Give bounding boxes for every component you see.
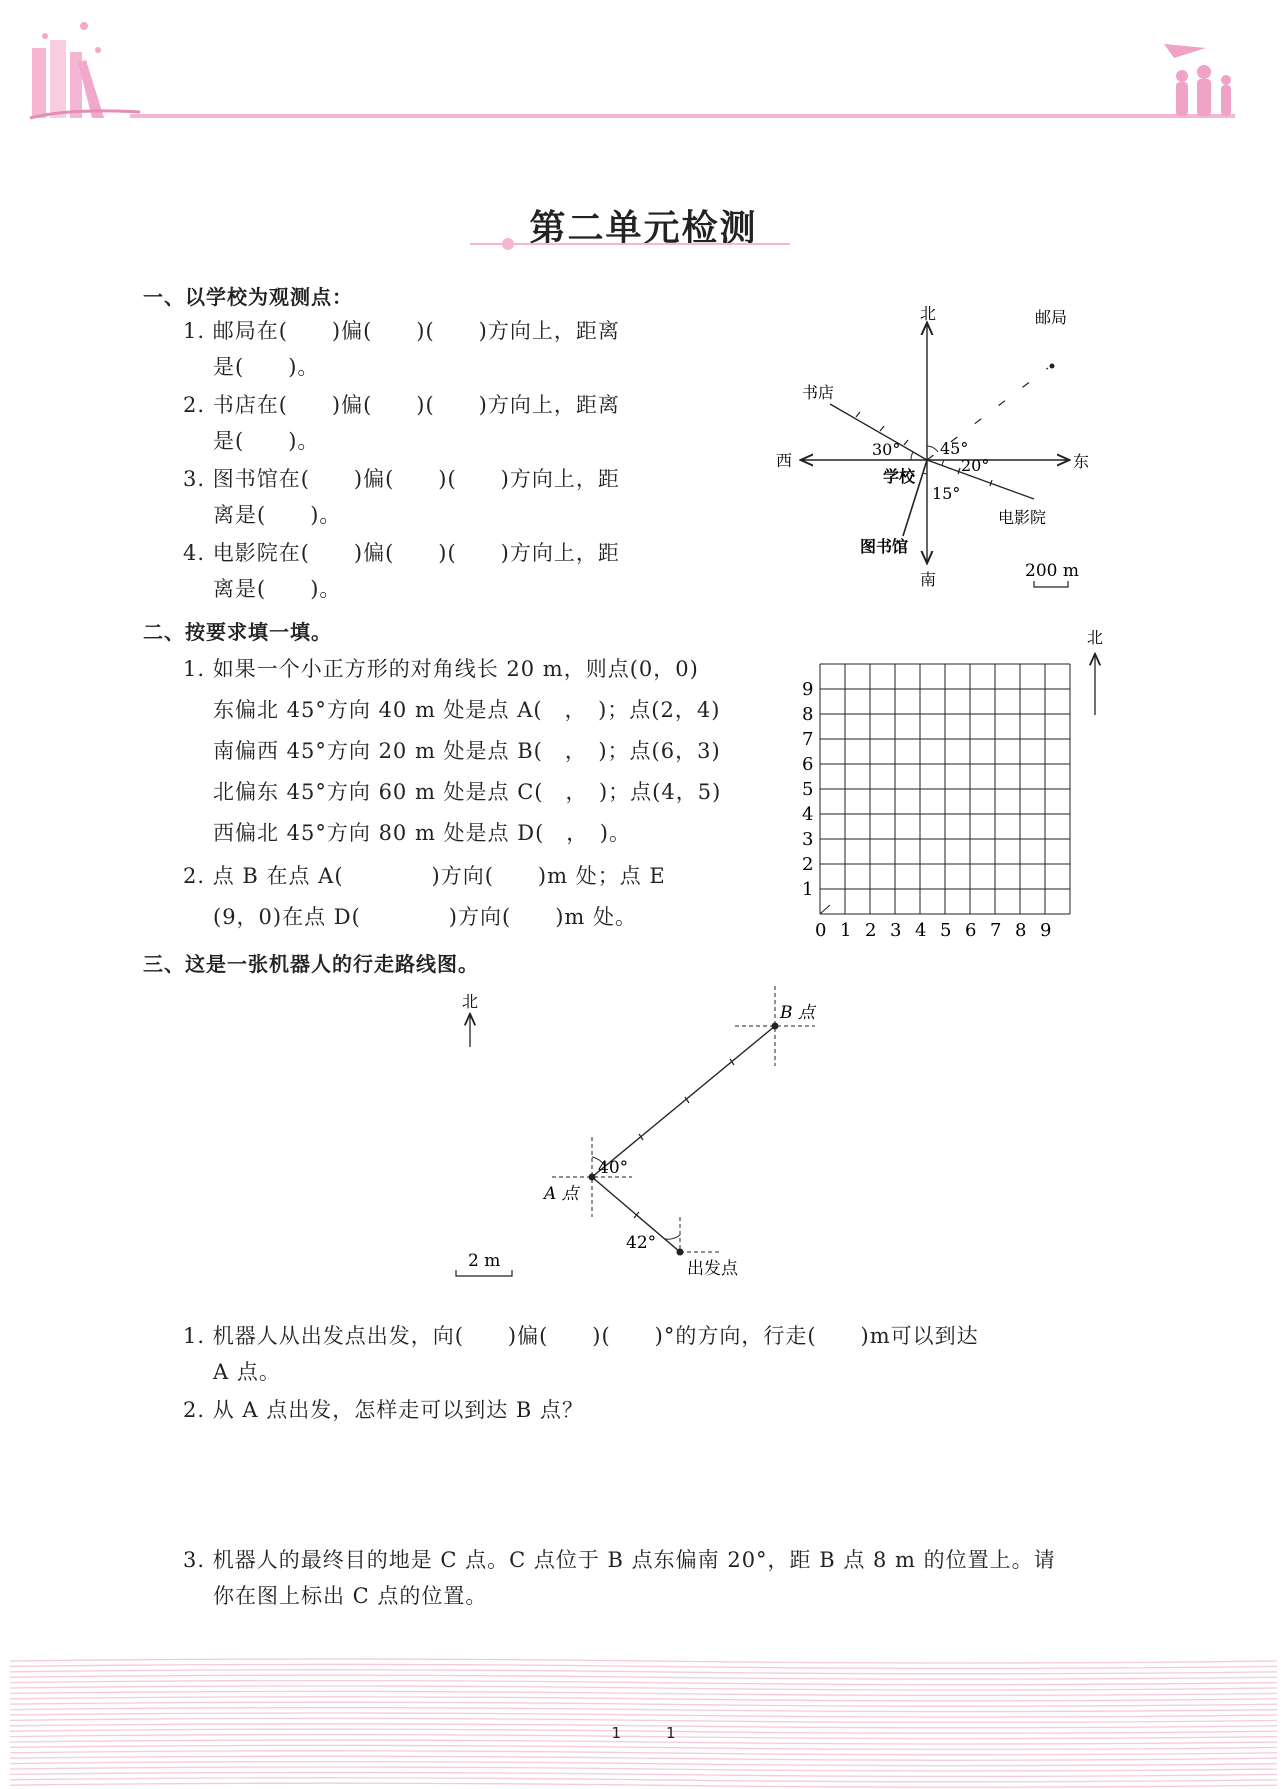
footer-stripe — [10, 1772, 1277, 1776]
grid-x-tick-label: 9 — [1040, 920, 1052, 941]
angle-42-label: 42° — [626, 1233, 657, 1253]
footer-stripe — [10, 1751, 1277, 1755]
footer-stripe — [10, 1762, 1277, 1766]
footer-stripe — [10, 1675, 1277, 1679]
point-b-label: B 点 — [780, 1003, 815, 1023]
route-a-to-b — [592, 1026, 775, 1177]
grid-y-tick-label: 4 — [802, 804, 814, 825]
q1-2-line2: 是( )。 — [213, 429, 320, 453]
start-label: 出发点 — [687, 1259, 738, 1279]
grid-x-tick-label: 1 — [840, 920, 852, 941]
grid-x-tick-label: 5 — [940, 920, 952, 941]
grid-y-tick-label: 1 — [802, 879, 814, 900]
post-office-label: 邮局 — [1035, 308, 1068, 327]
q3-3-line1: 3. 机器人的最终目的地是 C 点。C 点位于 B 点东偏南 20°，距 B 点 8 m 的位置上。请 — [183, 1548, 1056, 1572]
books-ornament — [30, 22, 140, 118]
robot-route-figure — [440, 985, 860, 1295]
grid-y-tick-label: 8 — [802, 704, 814, 725]
footer-stripe — [10, 1670, 1277, 1674]
page-title: 第二单元检测 — [529, 207, 758, 249]
point-b — [772, 1023, 779, 1030]
q3-1-line1: 1. 机器人从出发点出发，向( )偏( )( )°的方向，行走( )m可以到达 — [183, 1324, 979, 1348]
grid-x-tick-label: 6 — [965, 920, 977, 941]
route-north-label: 北 — [462, 992, 479, 1011]
q1-4-line1: 4. 电影院在( )偏( )( )方向上，距 — [183, 541, 620, 565]
q1-1-line2: 是( )。 — [213, 355, 320, 379]
route-scale-label: 2 m — [468, 1251, 501, 1271]
footer-stripe — [10, 1713, 1277, 1717]
point-a — [589, 1174, 596, 1181]
grid-y-tick-label: 2 — [802, 854, 814, 875]
q1-1-line1: 1. 邮局在( )偏( )( )方向上，距离 — [183, 319, 620, 343]
footer-stripe — [10, 1783, 1277, 1787]
library-label: 图书馆 — [860, 537, 909, 556]
grid-north-label: 北 — [1087, 628, 1104, 647]
q2-1-line1: 1. 如果一个小正方形的对角线长 20 m，则点(0，0) — [183, 657, 699, 681]
west-label: 西 — [776, 451, 793, 470]
footer-stripe — [10, 1767, 1277, 1771]
grid-y-tick-label: 6 — [802, 754, 814, 775]
footer-stripe — [10, 1691, 1277, 1695]
angle-30-label: 30° — [872, 440, 901, 459]
grid-y-tick-label: 7 — [802, 729, 814, 750]
footer-stripe — [10, 1681, 1277, 1685]
q3-3-line2: 你在图上标出 C 点的位置。 — [213, 1584, 488, 1608]
grid-y-tick-label: 5 — [802, 779, 814, 800]
q2-2-line2: (9，0)在点 D( )方向( )m 处。 — [213, 905, 637, 929]
school-label: 学校 — [883, 467, 916, 486]
section3-heading: 三、这是一张机器人的行走路线图。 — [143, 952, 479, 976]
footer-stripe — [10, 1756, 1277, 1760]
point-a-label: A 点 — [544, 1184, 579, 1204]
title-underline — [460, 238, 800, 250]
footer-stripe — [10, 1659, 1277, 1663]
q1-3-line2: 离是( )。 — [213, 503, 342, 527]
compass-figure — [770, 300, 1110, 595]
grid-x-tick-label: 2 — [865, 920, 877, 941]
q1-4-line2: 离是( )。 — [213, 577, 342, 601]
footer-stripe — [10, 1708, 1277, 1712]
grid-y-tick-label: 3 — [802, 829, 814, 850]
south-label: 南 — [920, 570, 937, 589]
footer-stripe — [10, 1686, 1277, 1690]
q1-2-line1: 2. 书店在( )偏( )( )方向上，距离 — [183, 393, 620, 417]
north-label: 北 — [920, 304, 937, 323]
grid-figure — [790, 625, 1120, 945]
post-office-point — [1050, 364, 1055, 369]
footer-stripe — [10, 1745, 1277, 1749]
scale-bar — [1034, 581, 1068, 587]
footer-stripe — [10, 1697, 1277, 1701]
start-point — [677, 1249, 684, 1256]
angle-45-label: 45° — [940, 439, 969, 458]
q2-1-line2: 东偏北 45°方向 40 m 处是点 A( ， )；点(2，4) — [213, 698, 721, 722]
q2-1-line4: 北偏东 45°方向 60 m 处是点 C( ， )；点(4，5) — [213, 780, 722, 804]
angle-20-label: 20° — [961, 456, 990, 475]
grid-y-tick-label: 9 — [802, 679, 814, 700]
bookstore-label: 书店 — [802, 383, 835, 402]
footer-stripe — [10, 1778, 1277, 1782]
footer-stripe — [10, 1664, 1277, 1668]
scale-label: 200 m — [1025, 561, 1079, 581]
q2-1-line3: 南偏西 45°方向 20 m 处是点 B( ， )；点(6，3) — [213, 739, 721, 763]
q3-2-line: 2. 从 A 点出发，怎样走可以到达 B 点？ — [183, 1398, 585, 1422]
grid-x-tick-label: 3 — [890, 920, 902, 941]
section2-heading: 二、按要求填一填。 — [143, 620, 332, 644]
grid-x-tick-label: 7 — [990, 920, 1002, 941]
header-decoration — [0, 0, 1287, 140]
footer-stripe — [10, 1702, 1277, 1706]
kids-kite-ornament — [1164, 44, 1231, 116]
grid-x-tick-label: 8 — [1015, 920, 1027, 941]
angle-15-label: 15° — [932, 484, 961, 503]
grid-x-tick-label: 0 — [815, 920, 827, 941]
section1-heading: 一、以学校为观测点： — [143, 285, 353, 309]
q1-3-line1: 3. 图书馆在( )偏( )( )方向上，距 — [183, 467, 620, 491]
east-label: 东 — [1073, 452, 1090, 471]
page-number: 1 1 — [611, 1724, 676, 1742]
angle-40-label: 40° — [598, 1158, 629, 1178]
q2-2-line1: 2. 点 B 在点 A( )方向( )m 处；点 E — [183, 864, 666, 888]
q2-1-line5: 西偏北 45°方向 80 m 处是点 D( ， )。 — [213, 821, 631, 845]
q3-1-line2: A 点。 — [213, 1360, 281, 1384]
cinema-label: 电影院 — [998, 508, 1047, 527]
grid-x-tick-label: 4 — [915, 920, 927, 941]
